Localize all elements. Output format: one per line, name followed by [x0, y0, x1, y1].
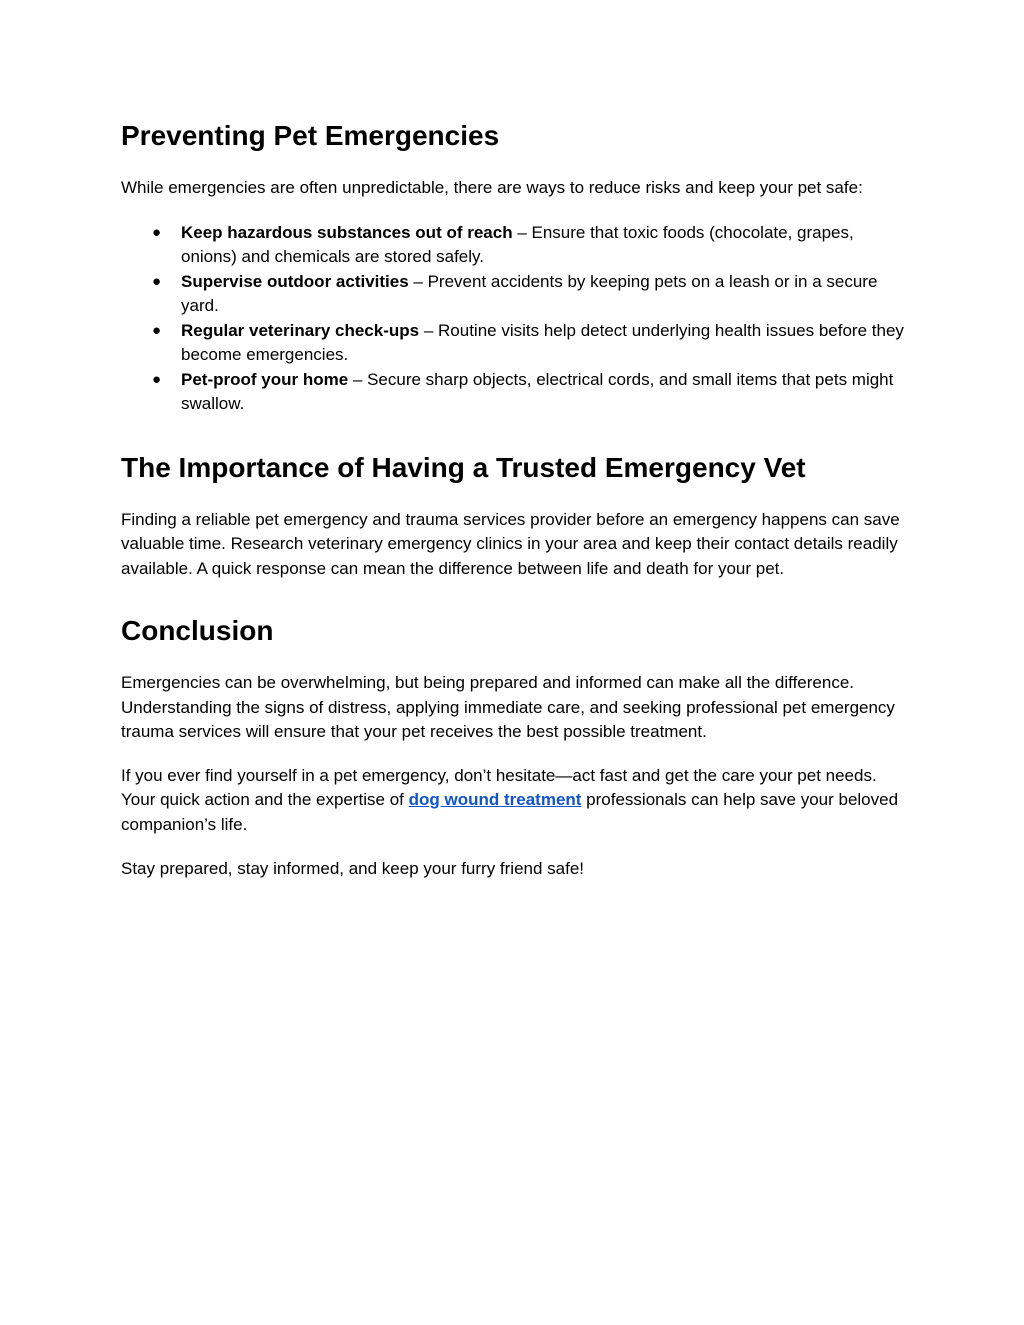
heading-conclusion: Conclusion	[121, 615, 274, 646]
list-item-text: – Ensure that toxic foods (chocolate, grapes, onions) and chemicals are stored safely.	[181, 222, 854, 266]
vet-paragraph: Finding a reliable pet emergency and trauma services provider before an emergency happens can save valuable time. Research veterinary emergency clinics in your area and keep their contact details readily available. A quick response can mean the difference between life and death for your pet.	[121, 509, 900, 578]
paragraph-text-before-link: If you ever find yourself in a pet emergency, don’t hesitate—act fast and get the care your pet needs. Your quick action and the expertise of	[121, 765, 877, 809]
list-item-title: Regular veterinary check-ups	[181, 320, 420, 340]
list-item-title: Keep hazardous substances out of reach	[181, 222, 513, 242]
list-item-title: Pet-proof your home	[181, 369, 349, 389]
list-item	[121, 270, 914, 319]
list-item-text: – Secure sharp objects, electrical cords, and small items that pets might swallow.	[181, 369, 894, 413]
conclusion-paragraph-1: Emergencies can be overwhelming, but being prepared and informed can make all the difference. Understanding the signs of distress, applying immediate care, and seeking professional pet emergency trauma services will ensure that your pet receives the best possible treatment.	[121, 673, 895, 741]
list-item	[121, 221, 914, 270]
list-item	[121, 368, 914, 417]
heading-preventing-pet-emergencies: Preventing Pet Emergencies	[121, 120, 500, 151]
prevention-tips-list	[121, 221, 914, 417]
list-item	[121, 319, 914, 368]
heading-trusted-emergency-vet: The Importance of Having a Trusted Emergency Vet	[121, 451, 806, 483]
bullet-icon: ●	[152, 321, 162, 339]
conclusion-paragraph-3: Stay prepared, stay informed, and keep your furry friend safe!	[121, 859, 585, 878]
bullet-icon: ●	[152, 370, 162, 388]
bullet-icon: ●	[152, 272, 162, 290]
prevent-intro-paragraph: While emergencies are often unpredictable, there are ways to reduce risks and keep your pet safe:	[121, 178, 863, 197]
list-item-text: – Prevent accidents by keeping pets on a leash or in a secure yard.	[181, 271, 878, 315]
list-item-title: Supervise outdoor activities	[181, 271, 409, 291]
paragraph-text-after-link: professionals can help save your beloved companion’s life.	[121, 790, 899, 834]
bullet-icon: ●	[152, 223, 162, 241]
conclusion-paragraph-2	[121, 764, 914, 838]
dog-wound-treatment-link[interactable]: dog wound treatment	[408, 790, 582, 809]
list-item-text: – Routine visits help detect underlying health issues before they become emergencies.	[181, 320, 904, 364]
